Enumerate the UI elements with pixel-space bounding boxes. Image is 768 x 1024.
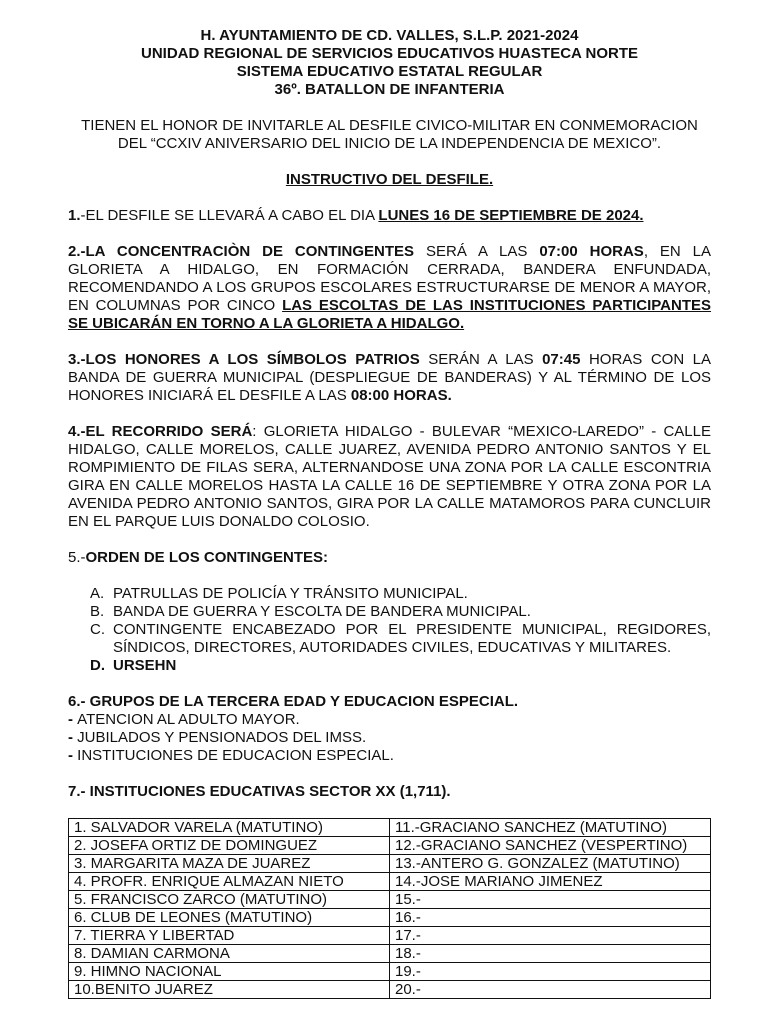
item-5-heading (68, 549, 711, 567)
table-cell: 16.- (390, 909, 711, 927)
header-line: 36º. BATALLON DE INFANTERIA (274, 81, 505, 98)
table-cell: 6. CLUB DE LEONES (MATUTINO) (69, 909, 390, 927)
table-cell: 9. HIMNO NACIONAL (69, 963, 390, 981)
schools-table (68, 818, 711, 999)
entry-text: JUBILADOS Y PENSIONADOS DEL IMSS. (77, 729, 367, 746)
item-1-date (68, 207, 711, 225)
invitation-text (68, 117, 711, 153)
item-text: SERÁ A LAS (414, 243, 540, 260)
item-number: 1. (68, 207, 81, 224)
honors-time: 07:45 (542, 351, 581, 368)
table-row (69, 909, 711, 927)
list-item-text: BANDA DE GUERRA Y ESCOLTA DE BANDERA MUNICIPAL. (113, 603, 531, 620)
table-cell: 17.- (390, 927, 711, 945)
table-row (69, 837, 711, 855)
table-cell: 15.- (390, 891, 711, 909)
parade-start-time: 08:00 HORAS. (350, 387, 452, 404)
table-cell: 7. TIERRA Y LIBERTAD (69, 927, 390, 945)
parade-date: LUNES 16 DE SEPTIEMBRE DE 2024. (378, 207, 644, 224)
list-marker: A. (90, 585, 105, 602)
item-7-heading: 7.- INSTITUCIONES EDUCATIVAS SECTOR XX (1,711). (68, 783, 451, 800)
item-lead: 4.-EL RECORRIDO SERÁ (68, 423, 253, 440)
table-cell: 5. FRANCISCO ZARCO (MATUTINO) (69, 891, 390, 909)
item-text: HORAS CON LA BANDA DE GUERRA MUNICIPAL (DESPLIEGUE DE BANDERAS) Y AL TÉRMINO DE LOS HONORES INICIARÁ EL DESFILE A LAS (68, 351, 711, 404)
list-item-text: CONTINGENTE ENCABEZADO POR EL PRESIDENTE MUNICIPAL, REGIDORES, SÍNDICOS, DIRECTORES, AUTORIDADES CIVILES, EDUCATIVAS Y MILITARES. (113, 621, 711, 656)
invitation-line: DEL “CCXIV ANIVERSARIO DEL INICIO DE LA INDEPENDENCIA DE MEXICO”. (117, 135, 662, 152)
table-cell: 8. DAMIAN CARMONA (69, 945, 390, 963)
item-lead: 2.-LA CONCENTRACIÒN DE CONTINGENTES (68, 243, 415, 260)
list-marker: B. (90, 603, 105, 620)
table-row (69, 819, 711, 837)
item-3-honors (68, 351, 711, 405)
table-cell: 12.-GRACIANO SANCHEZ (VESPERTINO) (390, 837, 711, 855)
item-title: 6.- GRUPOS DE LA TERCERA EDAD Y EDUCACION ESPECIAL. (68, 693, 519, 710)
table-row (69, 981, 711, 999)
table-cell: 4. PROFR. ENRIQUE ALMAZAN NIETO (69, 873, 390, 891)
entry-dash: - (68, 747, 78, 764)
item-number: 5.- (68, 549, 86, 566)
header-line: UNIDAD REGIONAL DE SERVICIOS EDUCATIVOS HUASTECA NORTE (141, 45, 638, 62)
list-item (90, 603, 711, 621)
item-text: SERÁN A LAS (419, 351, 543, 368)
item-6-groups (68, 693, 711, 765)
list-item (90, 585, 711, 603)
table-cell: 11.-GRACIANO SANCHEZ (MATUTINO) (390, 819, 711, 837)
list-item (90, 657, 711, 675)
entry-dash: - (68, 729, 78, 746)
table-row (69, 891, 711, 909)
group-entry (68, 711, 711, 729)
concentration-time: 07:00 HORAS (539, 243, 644, 260)
instructivo-title: INSTRUCTIVO DEL DESFILE. (285, 171, 494, 188)
header-line: SISTEMA EDUCATIVO ESTATAL REGULAR (236, 63, 543, 80)
invitation-line: TIENEN EL HONOR DE INVITARLE AL DESFILE CIVICO-MILITAR EN CONMEMORACION (81, 117, 698, 134)
list-marker: C. (90, 621, 105, 638)
table-row (69, 927, 711, 945)
table-cell: 3. MARGARITA MAZA DE JUAREZ (69, 855, 390, 873)
table-cell: 18.- (390, 945, 711, 963)
list-item (90, 621, 711, 657)
item-text: , EN LA GLORIETA A HIDALGO, EN FORMACIÓN CERRADA, BANDERA ENFUNDADA, RECOMENDANDO A LOS GRUPOS ESCOLARES ESTRUCTURARSE DE MENOR A MAYOR, EN COLUMNAS POR CINCO (68, 243, 712, 314)
table-cell: 20.- (390, 981, 711, 999)
item-lead: -LOS HONORES A LOS SÍMBOLOS PATRIOS (80, 351, 420, 368)
table-cell: 1. SALVADOR VARELA (MATUTINO) (69, 819, 390, 837)
table-row (69, 945, 711, 963)
table-cell: 14.-JOSE MARIANO JIMENEZ (390, 873, 711, 891)
table-cell: 10.BENITO JUAREZ (69, 981, 390, 999)
item-number: 3. (68, 351, 81, 368)
document-page (68, 27, 711, 999)
table-cell: 2. JOSEFA ORTIZ DE DOMINGUEZ (69, 837, 390, 855)
item-title: ORDEN DE LOS CONTINGENTES: (85, 549, 329, 566)
table-row (69, 873, 711, 891)
table-row (69, 855, 711, 873)
contingent-list (68, 585, 711, 675)
list-item-text: PATRULLAS DE POLICÍA Y TRÁNSITO MUNICIPAL. (113, 585, 468, 602)
entry-dash: - (68, 711, 78, 728)
group-entry (68, 729, 711, 747)
escorts-note: LAS ESCOLTAS DE LAS INSTITUCIONES PARTICIPANTES SE UBICARÁN EN TORNO A LA GLORIETA A HIDALGO. (68, 297, 712, 332)
list-marker: D. (90, 657, 105, 674)
table-cell: 19.- (390, 963, 711, 981)
item-text: -EL DESFILE SE LLEVARÁ A CABO EL DIA (80, 207, 379, 224)
table-row (69, 963, 711, 981)
header-line: H. AYUNTAMIENTO DE CD. VALLES, S.L.P. 2021-2024 (200, 27, 579, 44)
list-item-text: URSEHN (113, 657, 177, 674)
table-cell: 13.-ANTERO G. GONZALEZ (MATUTINO) (390, 855, 711, 873)
entry-text: ATENCION AL ADULTO MAYOR. (77, 711, 300, 728)
route-text: : GLORIETA HIDALGO - BULEVAR “MEXICO-LAREDO” - CALLE HIDALGO, CALLE MORELOS, CALLE JUAREZ, AVENIDA PEDRO ANTONIO SANTOS Y EL ROMPIMIENTO DE FILAS SERA, ALTERNANDOSE UNA ZONA POR LA CALLE ESCONTRIA GIRA EN CALLE MORELOS HASTA LA CALLE 16 DE SEPTIEMBRE Y OTRA ZONA POR LA AVENIDA PEDRO ANTONIO SANTOS, GIRA POR LA CALLE MATAMOROS PARA CUNCLUIR EN EL PARQUE LUIS DONALDO COLOSIO. (68, 423, 711, 530)
entry-text: INSTITUCIONES DE EDUCACION ESPECIAL. (77, 747, 394, 764)
item-4-route (68, 423, 711, 531)
item-2-concentration (68, 243, 711, 333)
document-header (68, 27, 711, 99)
group-entry (68, 747, 711, 765)
